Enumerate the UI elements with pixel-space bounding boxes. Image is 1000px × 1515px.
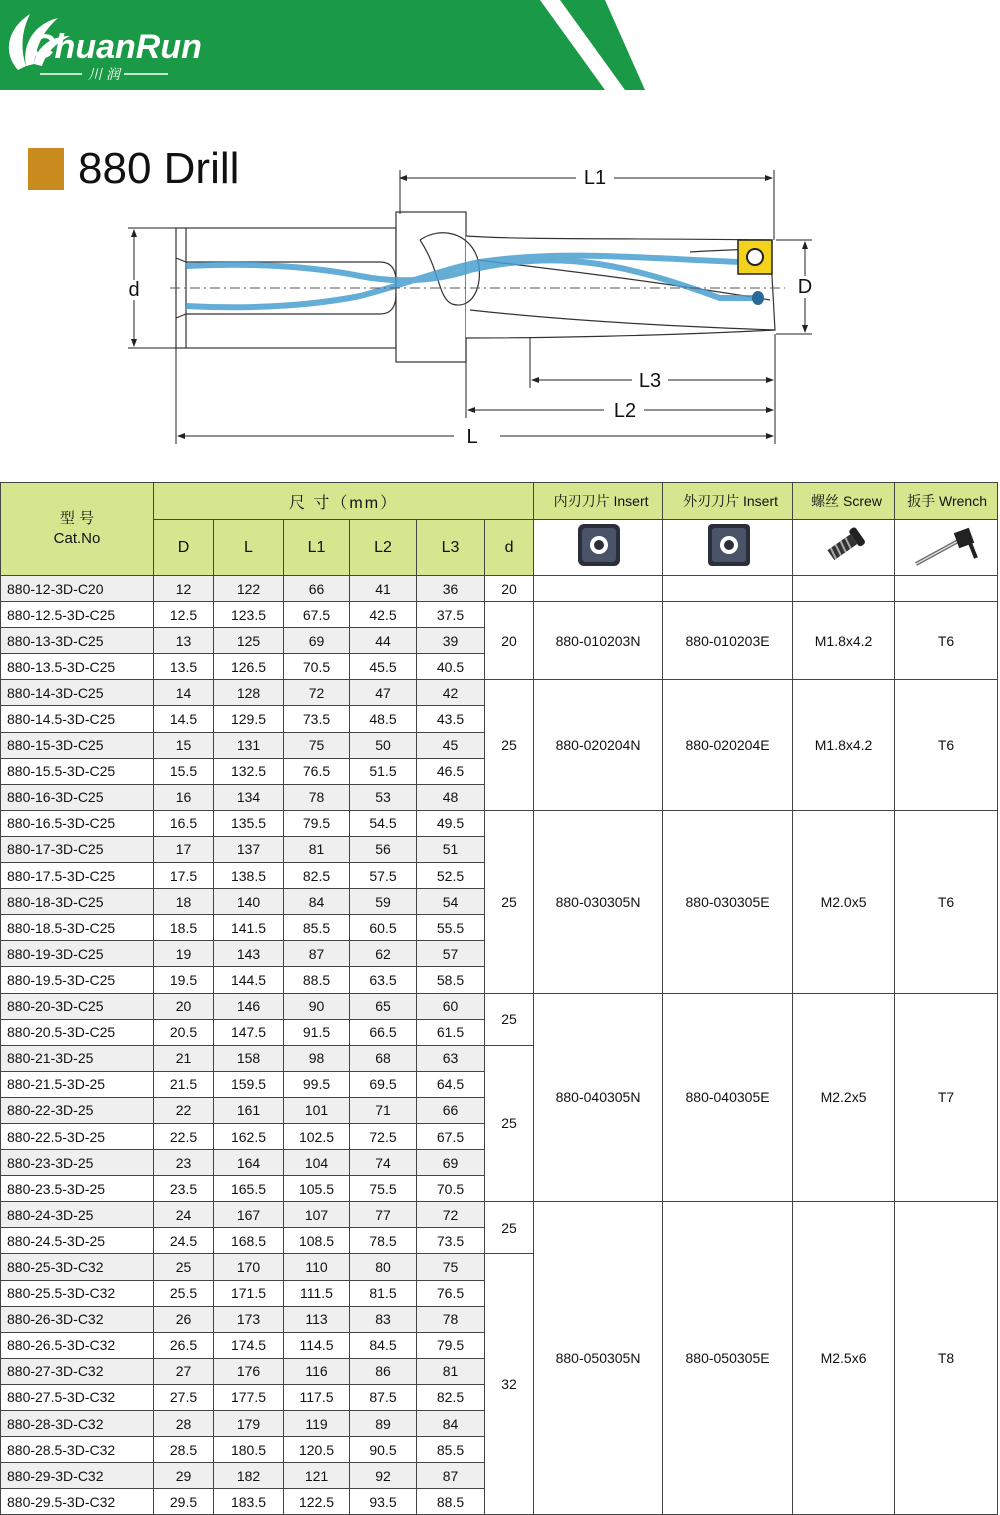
l3-cell: 78 — [417, 1306, 485, 1332]
d-cell: 27 — [154, 1358, 214, 1384]
l1-cell: 88.5 — [284, 967, 350, 993]
cat-no-header: 型 号 Cat.No — [1, 483, 154, 576]
l1-cell: 90 — [284, 993, 350, 1019]
d-cell: 25.5 — [154, 1280, 214, 1306]
d-cell: 12.5 — [154, 602, 214, 628]
l1-cell: 121 — [284, 1463, 350, 1489]
cat-no-cell: 880-12-3D-C20 — [1, 576, 154, 602]
drill-drawing — [100, 160, 820, 460]
shank-d-cell: 25 — [485, 993, 534, 1045]
wrench-cell — [895, 576, 998, 602]
l1-cell: 72 — [284, 680, 350, 706]
l-cell: 128 — [214, 680, 284, 706]
l1-cell: 99.5 — [284, 1071, 350, 1097]
cat-no-cell: 880-27.5-3D-C32 — [1, 1384, 154, 1410]
shank-d-cell: 20 — [485, 576, 534, 602]
cat-no-cell: 880-12.5-3D-C25 — [1, 602, 154, 628]
d-cell: 13 — [154, 628, 214, 654]
inner-insert-cell: 880-040305N — [534, 993, 663, 1202]
brand-subname: 川 润 — [88, 66, 120, 82]
l1-cell: 113 — [284, 1306, 350, 1332]
l2-cell: 41 — [350, 576, 417, 602]
wrench-cell: T8 — [895, 1202, 998, 1515]
dim-label-D: D — [797, 276, 813, 298]
outer-insert-cell: 880-010203E — [663, 602, 793, 680]
d-cell: 27.5 — [154, 1384, 214, 1410]
l2-cell: 78.5 — [350, 1228, 417, 1254]
title-text: 880 Drill — [78, 144, 240, 193]
l2-cell: 69.5 — [350, 1071, 417, 1097]
l1-cell: 102.5 — [284, 1123, 350, 1149]
cat-no-cell: 880-24-3D-25 — [1, 1202, 154, 1228]
d-cell: 20.5 — [154, 1019, 214, 1045]
l3-cell: 49.5 — [417, 810, 485, 836]
l-cell: 158 — [214, 1045, 284, 1071]
l1-cell: 79.5 — [284, 810, 350, 836]
cat-no-cell: 880-15.5-3D-C25 — [1, 758, 154, 784]
l3-cell: 39 — [417, 628, 485, 654]
l2-cell: 47 — [350, 680, 417, 706]
screw-cell: M2.5x6 — [793, 1202, 895, 1515]
inner-insert-cell: 880-020204N — [534, 680, 663, 810]
d-cell: 24.5 — [154, 1228, 214, 1254]
inner-insert-cell: 880-030305N — [534, 810, 663, 993]
inner-insert-header: 内刃刀片 Insert — [534, 483, 663, 520]
l-cell: 176 — [214, 1358, 284, 1384]
l2-cell: 57.5 — [350, 863, 417, 889]
l2-cell: 75.5 — [350, 1176, 417, 1202]
wrench-header: 扳手 Wrench — [895, 483, 998, 520]
screw-icon — [814, 520, 874, 572]
l-cell: 174.5 — [214, 1332, 284, 1358]
cat-no-cell: 880-14-3D-C25 — [1, 680, 154, 706]
l2-cell: 44 — [350, 628, 417, 654]
table-row — [1, 680, 998, 706]
shank-d-cell: 25 — [485, 680, 534, 810]
l1-cell: 70.5 — [284, 654, 350, 680]
l1-cell: 104 — [284, 1150, 350, 1176]
d-cell: 21.5 — [154, 1071, 214, 1097]
d-cell: 16 — [154, 784, 214, 810]
d-cell: 17 — [154, 836, 214, 862]
dimensions-header: 尺 寸（mm） — [154, 483, 534, 520]
l1-cell: 98 — [284, 1045, 350, 1071]
l-cell: 129.5 — [214, 706, 284, 732]
l2-cell: 66.5 — [350, 1019, 417, 1045]
d-cell: 16.5 — [154, 810, 214, 836]
cat-no-cell: 880-26.5-3D-C32 — [1, 1332, 154, 1358]
l-cell: 146 — [214, 993, 284, 1019]
wrench-cell: T6 — [895, 810, 998, 993]
d-cell: 12 — [154, 576, 214, 602]
l-cell: 131 — [214, 732, 284, 758]
l-cell: 164 — [214, 1150, 284, 1176]
outer-insert-cell: 880-020204E — [663, 680, 793, 810]
l1-cell: 122.5 — [284, 1489, 350, 1515]
col-L: L — [214, 520, 284, 576]
l2-cell: 48.5 — [350, 706, 417, 732]
d-cell: 19 — [154, 941, 214, 967]
spec-table — [0, 482, 998, 1515]
col-L3: L3 — [417, 520, 485, 576]
cat-no-cell: 880-27-3D-C32 — [1, 1358, 154, 1384]
cat-no-cell: 880-18-3D-C25 — [1, 889, 154, 915]
d-cell: 23 — [154, 1150, 214, 1176]
l2-cell: 74 — [350, 1150, 417, 1176]
d-cell: 20 — [154, 993, 214, 1019]
l2-cell: 80 — [350, 1254, 417, 1280]
l3-cell: 67.5 — [417, 1123, 485, 1149]
cat-no-cell: 880-25-3D-C32 — [1, 1254, 154, 1280]
inner-insert-image — [534, 520, 663, 576]
l1-cell: 101 — [284, 1097, 350, 1123]
l3-cell: 84 — [417, 1411, 485, 1437]
outer-insert-cell: 880-030305E — [663, 810, 793, 993]
l3-cell: 45 — [417, 732, 485, 758]
l-cell: 161 — [214, 1097, 284, 1123]
cat-no-cell: 880-23.5-3D-25 — [1, 1176, 154, 1202]
cat-no-cell: 880-20-3D-C25 — [1, 993, 154, 1019]
l3-cell: 48 — [417, 784, 485, 810]
l1-cell: 85.5 — [284, 915, 350, 941]
header-banner — [0, 0, 1000, 90]
inner-insert-cell: 880-010203N — [534, 602, 663, 680]
l3-cell: 73.5 — [417, 1228, 485, 1254]
cat-no-cell: 880-18.5-3D-C25 — [1, 915, 154, 941]
l3-cell: 69 — [417, 1150, 485, 1176]
l1-cell: 73.5 — [284, 706, 350, 732]
l1-cell: 117.5 — [284, 1384, 350, 1410]
l1-cell: 82.5 — [284, 863, 350, 889]
d-cell: 22.5 — [154, 1123, 214, 1149]
cat-no-cell: 880-17.5-3D-C25 — [1, 863, 154, 889]
shank-d-cell: 20 — [485, 602, 534, 680]
cat-no-cell: 880-19.5-3D-C25 — [1, 967, 154, 993]
dim-label-L: L — [466, 426, 478, 448]
shank-d-cell: 25 — [485, 1202, 534, 1254]
cat-no-cell: 880-20.5-3D-C25 — [1, 1019, 154, 1045]
l-cell: 123.5 — [214, 602, 284, 628]
l1-cell: 66 — [284, 576, 350, 602]
screw-cell: M2.0x5 — [793, 810, 895, 993]
l-cell: 147.5 — [214, 1019, 284, 1045]
d-cell: 14 — [154, 680, 214, 706]
l1-cell: 67.5 — [284, 602, 350, 628]
l-cell: 183.5 — [214, 1489, 284, 1515]
wrench-cell: T6 — [895, 602, 998, 680]
d-cell: 28 — [154, 1411, 214, 1437]
l1-cell: 108.5 — [284, 1228, 350, 1254]
cat-no-cell: 880-15-3D-C25 — [1, 732, 154, 758]
d-cell: 15 — [154, 732, 214, 758]
l1-cell: 105.5 — [284, 1176, 350, 1202]
l-cell: 126.5 — [214, 654, 284, 680]
l-cell: 143 — [214, 941, 284, 967]
l2-cell: 72.5 — [350, 1123, 417, 1149]
outer-insert-icon — [698, 520, 758, 572]
l3-cell: 70.5 — [417, 1176, 485, 1202]
l2-cell: 59 — [350, 889, 417, 915]
d-cell: 26 — [154, 1306, 214, 1332]
inner-insert-cell: 880-050305N — [534, 1202, 663, 1515]
l3-cell: 40.5 — [417, 654, 485, 680]
l-cell: 177.5 — [214, 1384, 284, 1410]
l1-cell: 76.5 — [284, 758, 350, 784]
d-cell: 19.5 — [154, 967, 214, 993]
outer-insert-header: 外刃刀片 Insert — [663, 483, 793, 520]
l3-cell: 52.5 — [417, 863, 485, 889]
dim-label-L3: L3 — [638, 370, 662, 392]
d-cell: 13.5 — [154, 654, 214, 680]
l3-cell: 88.5 — [417, 1489, 485, 1515]
l-cell: 144.5 — [214, 967, 284, 993]
cat-no-cell: 880-22.5-3D-25 — [1, 1123, 154, 1149]
col-D: D — [154, 520, 214, 576]
d-cell: 29.5 — [154, 1489, 214, 1515]
l2-cell: 62 — [350, 941, 417, 967]
l1-cell: 119 — [284, 1411, 350, 1437]
l-cell: 134 — [214, 784, 284, 810]
cat-no-cell: 880-25.5-3D-C32 — [1, 1280, 154, 1306]
l3-cell: 79.5 — [417, 1332, 485, 1358]
l2-cell: 92 — [350, 1463, 417, 1489]
cat-no-cell: 880-13.5-3D-C25 — [1, 654, 154, 680]
d-cell: 23.5 — [154, 1176, 214, 1202]
screw-cell: M1.8x4.2 — [793, 602, 895, 680]
l2-cell: 65 — [350, 993, 417, 1019]
l2-cell: 87.5 — [350, 1384, 417, 1410]
outer-insert-image — [663, 520, 793, 576]
d-cell: 28.5 — [154, 1437, 214, 1463]
cat-no-cell: 880-22-3D-25 — [1, 1097, 154, 1123]
d-cell: 14.5 — [154, 706, 214, 732]
screw-header: 螺丝 Screw — [793, 483, 895, 520]
l1-cell: 116 — [284, 1358, 350, 1384]
l3-cell: 81 — [417, 1358, 485, 1384]
screw-cell — [793, 576, 895, 602]
l-cell: 138.5 — [214, 863, 284, 889]
screw-cell: M2.2x5 — [793, 993, 895, 1202]
brand-name: ChuanRun — [30, 28, 202, 66]
l3-cell: 85.5 — [417, 1437, 485, 1463]
l1-cell: 84 — [284, 889, 350, 915]
col-d: d — [485, 520, 534, 576]
d-cell: 26.5 — [154, 1332, 214, 1358]
l-cell: 167 — [214, 1202, 284, 1228]
l3-cell: 64.5 — [417, 1071, 485, 1097]
cat-no-cell: 880-17-3D-C25 — [1, 836, 154, 862]
d-cell: 18.5 — [154, 915, 214, 941]
shank-d-cell: 32 — [485, 1254, 534, 1515]
l2-cell: 81.5 — [350, 1280, 417, 1306]
l2-cell: 45.5 — [350, 654, 417, 680]
cat-no-cell: 880-16-3D-C25 — [1, 784, 154, 810]
l1-cell: 69 — [284, 628, 350, 654]
d-cell: 18 — [154, 889, 214, 915]
l3-cell: 66 — [417, 1097, 485, 1123]
l3-cell: 76.5 — [417, 1280, 485, 1306]
l3-cell: 54 — [417, 889, 485, 915]
cat-no-cell: 880-23-3D-25 — [1, 1150, 154, 1176]
cat-no-cell: 880-19-3D-C25 — [1, 941, 154, 967]
l-cell: 159.5 — [214, 1071, 284, 1097]
l1-cell: 120.5 — [284, 1437, 350, 1463]
l-cell: 168.5 — [214, 1228, 284, 1254]
wrench-image — [895, 520, 998, 576]
cat-no-cell: 880-14.5-3D-C25 — [1, 706, 154, 732]
l1-cell: 75 — [284, 732, 350, 758]
outer-insert-cell — [663, 576, 793, 602]
l3-cell: 87 — [417, 1463, 485, 1489]
l-cell: 180.5 — [214, 1437, 284, 1463]
l3-cell: 82.5 — [417, 1384, 485, 1410]
dim-label-L2: L2 — [613, 400, 637, 422]
cat-no-cell: 880-24.5-3D-25 — [1, 1228, 154, 1254]
cat-no-cell: 880-21.5-3D-25 — [1, 1071, 154, 1097]
l3-cell: 63 — [417, 1045, 485, 1071]
l-cell: 165.5 — [214, 1176, 284, 1202]
d-cell: 29 — [154, 1463, 214, 1489]
l2-cell: 84.5 — [350, 1332, 417, 1358]
table-row — [1, 810, 998, 836]
cat-no-cell: 880-28-3D-C32 — [1, 1411, 154, 1437]
l3-cell: 57 — [417, 941, 485, 967]
d-cell: 25 — [154, 1254, 214, 1280]
d-cell: 22 — [154, 1097, 214, 1123]
l3-cell: 55.5 — [417, 915, 485, 941]
l3-cell: 61.5 — [417, 1019, 485, 1045]
l-cell: 171.5 — [214, 1280, 284, 1306]
l-cell: 132.5 — [214, 758, 284, 784]
l-cell: 141.5 — [214, 915, 284, 941]
cat-no-cell: 880-26-3D-C32 — [1, 1306, 154, 1332]
l2-cell: 60.5 — [350, 915, 417, 941]
l1-cell: 78 — [284, 784, 350, 810]
outer-insert-cell: 880-050305E — [663, 1202, 793, 1515]
d-cell: 15.5 — [154, 758, 214, 784]
l-cell: 122 — [214, 576, 284, 602]
table-row — [1, 602, 998, 628]
l2-cell: 53 — [350, 784, 417, 810]
l3-cell: 37.5 — [417, 602, 485, 628]
table-row — [1, 1202, 998, 1228]
l3-cell: 46.5 — [417, 758, 485, 784]
l-cell: 135.5 — [214, 810, 284, 836]
l2-cell: 93.5 — [350, 1489, 417, 1515]
l3-cell: 42 — [417, 680, 485, 706]
table-row — [1, 576, 998, 602]
d-cell: 24 — [154, 1202, 214, 1228]
l2-cell: 90.5 — [350, 1437, 417, 1463]
l2-cell: 89 — [350, 1411, 417, 1437]
l1-cell: 107 — [284, 1202, 350, 1228]
wrench-cell: T6 — [895, 680, 998, 810]
l1-cell: 110 — [284, 1254, 350, 1280]
dim-label-L1: L1 — [583, 167, 607, 189]
l3-cell: 60 — [417, 993, 485, 1019]
cat-no-cell: 880-29-3D-C32 — [1, 1463, 154, 1489]
l2-cell: 54.5 — [350, 810, 417, 836]
d-cell: 21 — [154, 1045, 214, 1071]
l2-cell: 63.5 — [350, 967, 417, 993]
title-marker — [28, 148, 64, 190]
cat-no-cell: 880-29.5-3D-C32 — [1, 1489, 154, 1515]
screw-cell: M1.8x4.2 — [793, 680, 895, 810]
l2-cell: 56 — [350, 836, 417, 862]
l3-cell: 75 — [417, 1254, 485, 1280]
l3-cell: 72 — [417, 1202, 485, 1228]
spec-table-body — [1, 576, 998, 1515]
l-cell: 125 — [214, 628, 284, 654]
l2-cell: 42.5 — [350, 602, 417, 628]
l1-cell: 114.5 — [284, 1332, 350, 1358]
d-cell: 17.5 — [154, 863, 214, 889]
wrench-icon — [906, 520, 986, 572]
l-cell: 173 — [214, 1306, 284, 1332]
l2-cell: 71 — [350, 1097, 417, 1123]
l-cell: 182 — [214, 1463, 284, 1489]
outer-insert-cell: 880-040305E — [663, 993, 793, 1202]
inner-insert-cell — [534, 576, 663, 602]
l1-cell: 81 — [284, 836, 350, 862]
screw-image — [793, 520, 895, 576]
l2-cell: 68 — [350, 1045, 417, 1071]
col-L1: L1 — [284, 520, 350, 576]
l1-cell: 111.5 — [284, 1280, 350, 1306]
l2-cell: 83 — [350, 1306, 417, 1332]
l3-cell: 58.5 — [417, 967, 485, 993]
table-row — [1, 993, 998, 1019]
l-cell: 162.5 — [214, 1123, 284, 1149]
l3-cell: 36 — [417, 576, 485, 602]
l2-cell: 51.5 — [350, 758, 417, 784]
cat-no-cell: 880-13-3D-C25 — [1, 628, 154, 654]
inner-insert-icon — [568, 520, 628, 572]
l-cell: 137 — [214, 836, 284, 862]
cat-no-cell: 880-16.5-3D-C25 — [1, 810, 154, 836]
cat-no-cell: 880-28.5-3D-C32 — [1, 1437, 154, 1463]
l-cell: 170 — [214, 1254, 284, 1280]
l1-cell: 87 — [284, 941, 350, 967]
l2-cell: 86 — [350, 1358, 417, 1384]
dim-label-d: d — [128, 279, 140, 301]
shank-d-cell: 25 — [485, 810, 534, 993]
l-cell: 179 — [214, 1411, 284, 1437]
l3-cell: 51 — [417, 836, 485, 862]
l2-cell: 50 — [350, 732, 417, 758]
wrench-cell: T7 — [895, 993, 998, 1202]
cat-no-cell: 880-21-3D-25 — [1, 1045, 154, 1071]
col-L2: L2 — [350, 520, 417, 576]
shank-d-cell: 25 — [485, 1045, 534, 1202]
l3-cell: 43.5 — [417, 706, 485, 732]
l-cell: 140 — [214, 889, 284, 915]
l1-cell: 91.5 — [284, 1019, 350, 1045]
l2-cell: 77 — [350, 1202, 417, 1228]
